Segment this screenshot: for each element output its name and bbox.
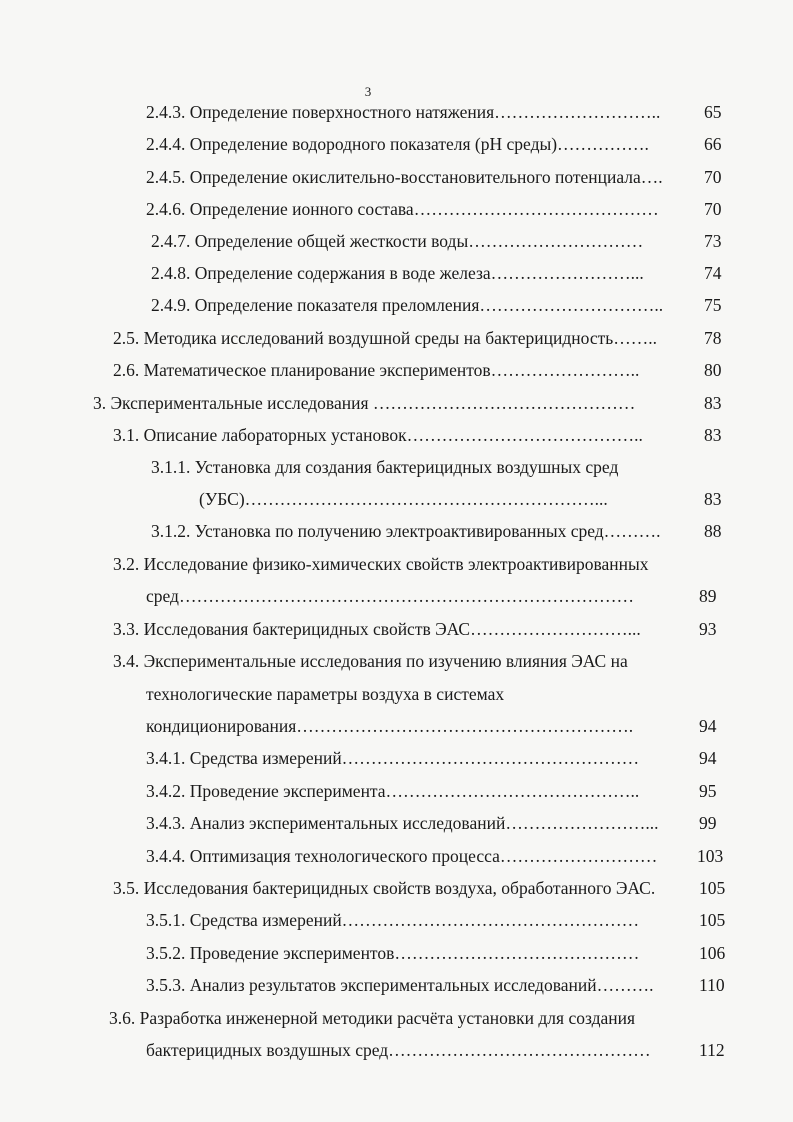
- toc-entry-page: 66: [704, 134, 722, 154]
- toc-entry-page: 88: [704, 521, 722, 541]
- toc-entry-page: 65: [704, 102, 722, 122]
- toc-entry-text: сред……………………………………………………………………: [146, 586, 634, 606]
- page-number: 3: [364, 84, 372, 99]
- toc-entry-page: 94: [699, 748, 717, 768]
- toc-entry-text: 3.6. Разработка инженерной методики расчёта установки для создания: [109, 1008, 636, 1028]
- toc-entry-text: 3.1. Описание лабораторных установок…………………………………..: [113, 425, 643, 445]
- toc-entry-page: 73: [704, 231, 722, 251]
- toc-entry-page: 83: [704, 393, 722, 413]
- toc-entry-text: 2.4.5. Определение окислительно-восстановительного потенциала….: [146, 167, 663, 187]
- toc-entry-text: 3.2. Исследование физико-химических свойств электроактивированных: [113, 554, 649, 574]
- toc-entry-page: 95: [699, 781, 717, 801]
- toc-entry-text: кондиционирования………………………………………………….: [146, 716, 634, 736]
- toc-entry-text: 3.1.1. Установка для создания бактерицидных воздушных сред: [151, 457, 619, 477]
- toc-entry-text: 2.4.6. Определение ионного состава……………………………………: [146, 199, 659, 219]
- toc-entry-text: 3.4. Экспериментальные исследования по изучению влияния ЭАС на: [113, 651, 628, 671]
- toc-entry-page: 106: [699, 943, 726, 963]
- toc-entry-text: (УБС)……………………………………………………...: [199, 489, 608, 509]
- toc-entry-page: 80: [704, 360, 722, 380]
- toc-entry-page: 78: [704, 328, 722, 348]
- toc-entry-text: 3.4.1. Средства измерений……………………………………………: [146, 748, 640, 768]
- toc-entry-text: 2.4.7. Определение общей жесткости воды…………………………: [151, 231, 644, 251]
- toc-entry-text: 2.4.9. Определение показателя преломления…………………………..: [151, 295, 664, 315]
- toc-entry-page: 105: [699, 910, 726, 930]
- toc-entry-page: 89: [699, 586, 717, 606]
- toc-entry-text: 2.5. Методика исследований воздушной среды на бактерицидность……..: [113, 328, 658, 348]
- toc-entry-page: 83: [704, 489, 722, 509]
- toc-entry-text: 3.5.2. Проведение экспериментов……………………………………: [146, 943, 640, 963]
- toc-entry-page: 103: [697, 846, 724, 866]
- toc-entry-text: 2.4.4. Определение водородного показателя (рН среды)…………….: [146, 134, 649, 154]
- toc-entry-text: 3.5.3. Анализ результатов экспериментальных исследований……….: [146, 975, 654, 995]
- toc-entry-page: 70: [704, 167, 722, 187]
- toc-entry-page: 94: [699, 716, 717, 736]
- toc-entry-page: 83: [704, 425, 722, 445]
- toc-entry-text: 3.5. Исследования бактерицидных свойств воздуха, обработанного ЭАС.: [113, 878, 656, 898]
- toc-entry-text: бактерицидных воздушных сред………………………………………: [146, 1040, 651, 1060]
- toc-entry-page: 110: [699, 975, 725, 995]
- toc-entry-text: 3. Экспериментальные исследования ………………………………………: [93, 393, 636, 413]
- toc-entry-text: 3.3. Исследования бактерицидных свойств ЭАС………………………...: [113, 619, 641, 639]
- toc-entry-text: 2.4.3. Определение поверхностного натяжения………………………..: [146, 102, 661, 122]
- toc-entry-text: технологические параметры воздуха в системах: [146, 684, 505, 704]
- toc-entry-page: 105: [699, 878, 726, 898]
- toc-entry-text: 2.6. Математическое планирование экспериментов……………………..: [113, 360, 640, 380]
- toc-entry-text: 3.4.2. Проведение эксперимента……………………………………..: [146, 781, 640, 801]
- toc-entry-page: 112: [699, 1040, 725, 1060]
- toc-entry-page: 99: [699, 813, 717, 833]
- toc-entry-text: 2.4.8. Определение содержания в воде железа……………………...: [151, 263, 644, 283]
- toc-entry-text: 3.4.3. Анализ экспериментальных исследований……………………...: [146, 813, 659, 833]
- toc-entry-text: 3.5.1. Средства измерений……………………………………………: [146, 910, 640, 930]
- toc-entry-page: 74: [704, 263, 722, 283]
- toc-entry-text: 3.1.2. Установка по получению электроактивированных сред……….: [151, 521, 661, 541]
- toc-entry-text: 3.4.4. Оптимизация технологического процесса………………………: [146, 846, 658, 866]
- toc-entry-page: 75: [704, 295, 722, 315]
- toc-entry-page: 70: [704, 199, 722, 219]
- toc-entry-page: 93: [699, 619, 717, 639]
